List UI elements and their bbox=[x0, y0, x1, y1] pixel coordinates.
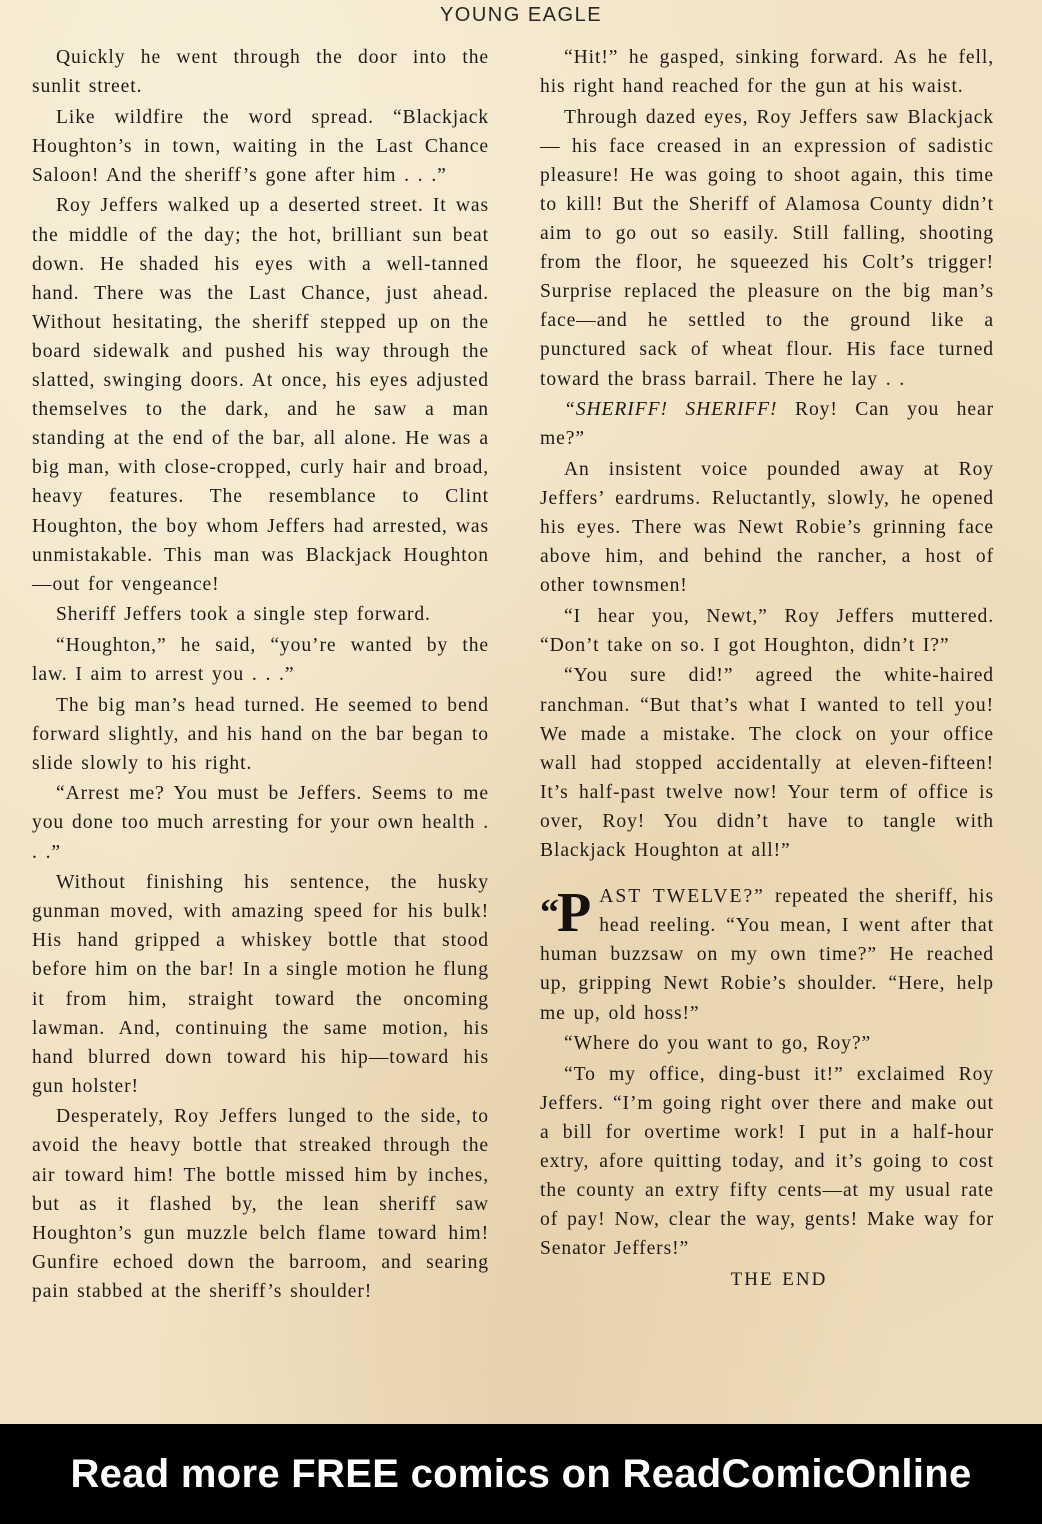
paragraph: “Houghton,” he said, “you’re wanted by the law. I aim to arrest you . . .” bbox=[32, 634, 489, 685]
left-text-column bbox=[32, 43, 489, 1308]
paragraph: An insistent voice pounded away at Roy Jeffers’ eardrums. Reluctantly, slowly, he opened his eyes. There was Newt Robie’s grinning face above him, and behind the rancher, a host of other townsmen! bbox=[540, 458, 994, 597]
the-end-label: THE END bbox=[730, 1268, 828, 1290]
paragraph: Sheriff Jeffers took a single step forward. bbox=[56, 604, 431, 626]
drop-cap-rest-text: repeated the sheriff, his head reeling. “You mean, I went after that human buzzsaw on my own time?” He reached up, gripping Newt Robie’s shoulder. “Here, help me up, old hoss!” bbox=[540, 886, 995, 1024]
paragraph: The big man’s head turned. He seemed to bend forward slightly, and his hand on the bar began to slide slowly to his right. bbox=[32, 694, 489, 774]
paragraph: “You sure did!” agreed the white-haired ranchman. “But that’s what I wanted to tell you! We made a mistake. The clock on your office wall had stopped accidentally at eleven-fifteen! It’s half-past twelve now! Your term of office is over, Roy! You didn’t have to tangle with Blackjack Houghton at all!” bbox=[540, 665, 994, 862]
drop-cap bbox=[540, 882, 592, 945]
paragraph: “Arrest me? You must be Jeffers. Seems to me you done too much arresting for your own health . . .” bbox=[32, 783, 489, 863]
paragraph: “I hear you, Newt,” Roy Jeffers muttered. “Don’t take on so. I got Houghton, didn’t I?” bbox=[540, 605, 994, 656]
paragraph: Like wildfire the word spread. “Blackjack Houghton’s in town, waiting in the Last Chance Saloon! And the sheriff’s gone after him . . .” bbox=[32, 106, 489, 186]
paragraph: Through dazed eyes, Roy Jeffers saw Blackjack — his face creased in an expression of sadistic pleasure! He was going to shoot again, this time to kill! But the Sheriff of Alamosa County didn’t aim to go out so easily. Still falling, shooting from the floor, he squeezed his Colt’s trigger! Surprise replaced the pleasure on the big man’s face—and he settled to the ground like a punctured sack of wheat flour. His face turned toward the brass barrail. There he lay . . bbox=[540, 106, 994, 390]
shout-italic-text: “SHERIFF! SHERIFF! bbox=[564, 399, 778, 421]
paragraph: Desperately, Roy Jeffers lunged to the side, to avoid the heavy bottle that streaked through the air toward him! The bottle missed him by inches, but as it flashed by, the lean sheriff saw Houghton’s gun muzzle belch flame toward him! Gunfire echoed down the barroom, and searing pain stabbed at the sheriff’s shoulder! bbox=[32, 1106, 489, 1302]
paragraph: Quickly he went through the door into the sunlit street. bbox=[32, 47, 489, 98]
right-text-column bbox=[540, 43, 994, 1295]
paragraph: “To my office, ding-bust it!” exclaimed Roy Jeffers. “I’m going right over there and make out a bill for overtime work! I put in a half-hour extry, afore quitting today, and it’s going to cost the county an extry fifty cents—at my usual rate of pay! Now, clear the way, gents! Make way for Senator Jeffers!” bbox=[540, 1063, 994, 1260]
shout-rest-text: Roy! Can you hear me?” bbox=[540, 399, 994, 450]
running-title: YOUNG EAGLE bbox=[439, 4, 603, 26]
paragraph: Roy Jeffers walked up a deserted street. It was the middle of the day; the hot, brilliant sun beat down. He shaded his eyes with a well-tanned hand. There was the Last Chance, just ahead. Without hesitating, the sheriff stepped up on the board sidewalk and pushed his way through the slatted, swinging doors. At once, his eyes adjusted themselves to the dark, and he saw a man standing at the end of the bar, all alone. He was a big man, with close-cropped, curly hair and broad, heavy features. The resemblance to Clint Houghton, the boy whom Jeffers had arrested, was unmistakable. This man was Blackjack Houghton—out for vengeance! bbox=[32, 195, 489, 595]
dropcap-paragraph bbox=[540, 882, 994, 1027]
drop-cap-letter: P bbox=[557, 882, 592, 945]
paragraph: Without finishing his sentence, the husky gunman moved, with amazing speed for his bulk! His hand gripped a whiskey bottle that stood before him on the bar! In a single motion he flung it from him, straight toward the oncoming lawman. And, continuing the same motion, his hand blurred down toward his hip—toward his gun holster! bbox=[32, 872, 489, 1097]
paragraph: “Hit!” he gasped, sinking forward. As he fell, his right hand reached for the gun at his waist. bbox=[540, 47, 994, 98]
shout-paragraph bbox=[540, 395, 994, 453]
read-more-banner[interactable]: Read more FREE comics on ReadComicOnline bbox=[0, 1424, 1042, 1524]
paragraph: “Where do you want to go, Roy?” bbox=[564, 1033, 872, 1055]
drop-cap-quote: “ bbox=[540, 892, 557, 935]
drop-cap-caps-text: AST TWELVE?” bbox=[599, 886, 765, 908]
